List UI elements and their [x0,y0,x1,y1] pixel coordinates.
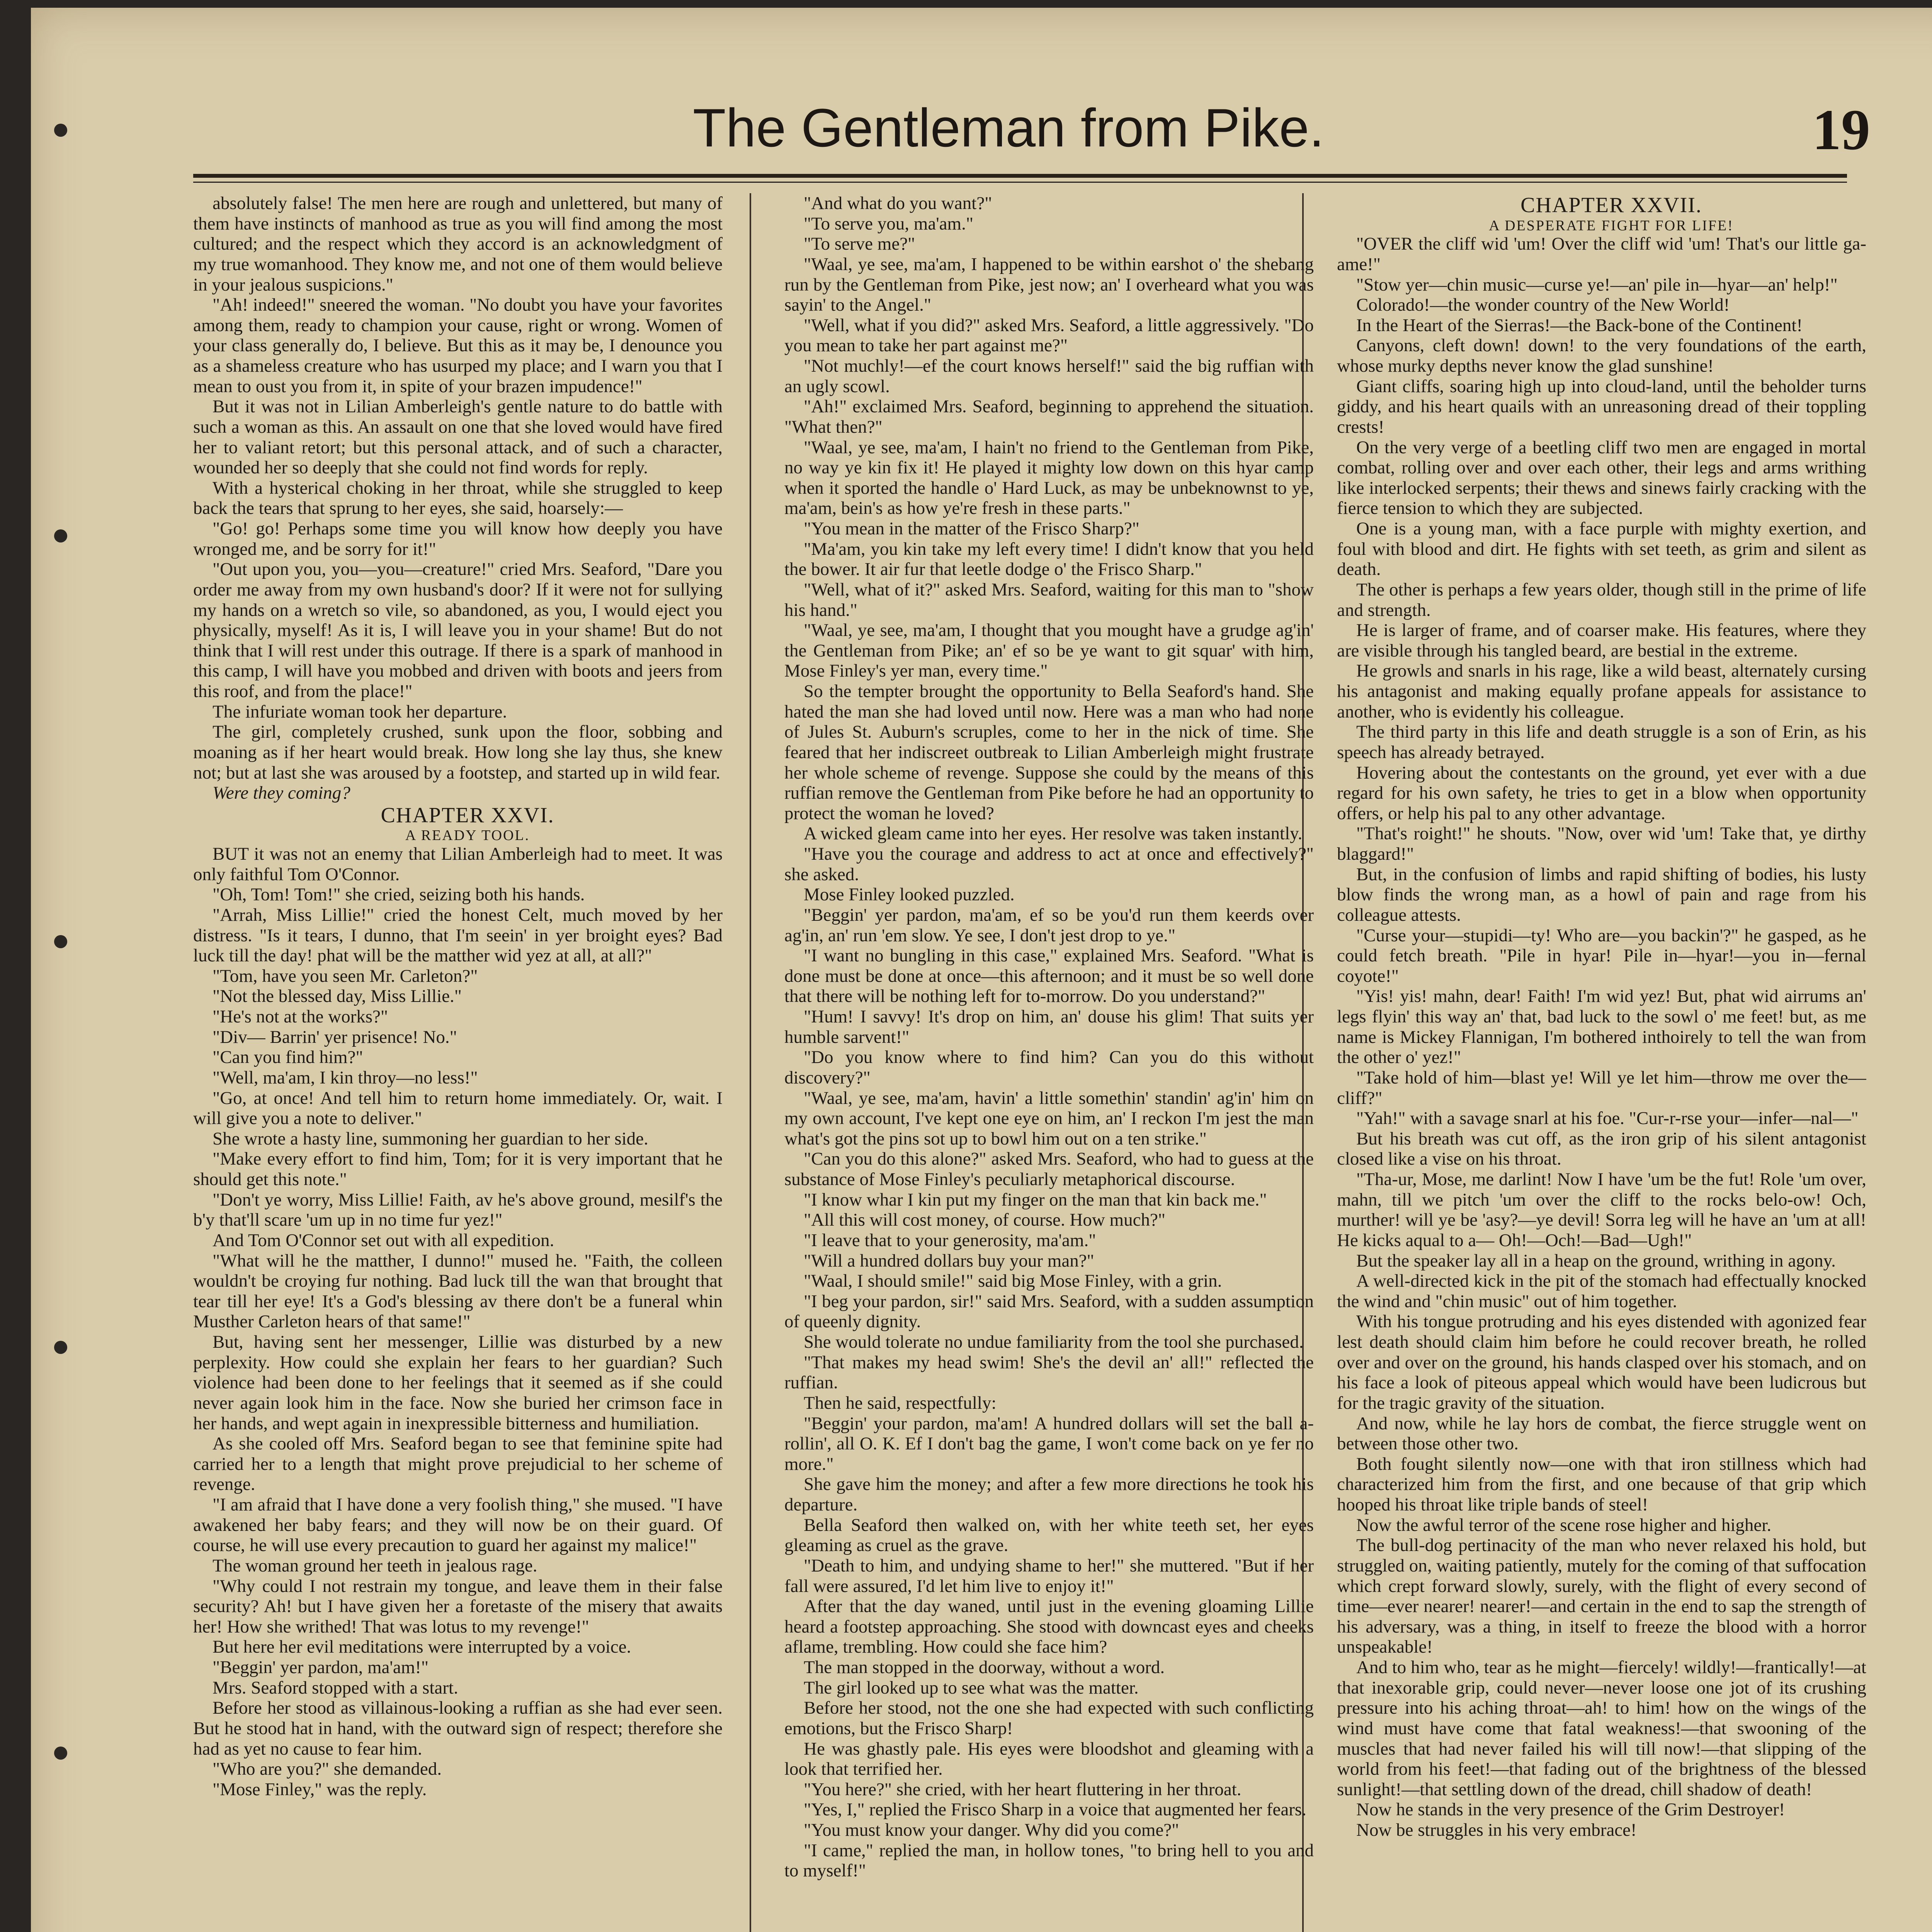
paragraph: He was ghastly pale. His eyes were bloodshot and gleaming with a look that terrified her. [784,1738,1314,1779]
paragraph: The third party in this life and death struggle is a son of Erin, as his speech has already betrayed. [1337,722,1866,762]
paragraph: Both fought silently now—one with that iron stillness which had characterized him from the first, and one because of that grip which hooped his throat like triple bands of steel! [1337,1454,1866,1515]
paragraph: And Tom O'Connor set out with all expedition. [213,1230,554,1250]
paragraph: "Beggin' yer pardon, ma'am!" [213,1657,429,1678]
chapter-subtitle: A READY TOOL. [405,827,530,844]
paragraph: "I leave that to your generosity, ma'am." [804,1230,1096,1250]
paragraph: Canyons, cleft down! down! to the very foundations of the earth, whose murky depths never know the glad sunshine! [1337,335,1866,376]
paragraph: With his tongue protruding and his eyes distended with agonized fear lest death should claim him before he could recover breath, he rolled over and over on the ground, his hands clasped over his stomach, and on his face a look of piteous appeal which would have been ludicrous but for the tragic gravity of the situation. [1337,1311,1866,1413]
paragraph: So the tempter brought the opportunity to Bella Seaford's hand. She hated the man she had loved until now. Here was a man who had none of Jules St. Auburn's scruples, come to her in the nick of time. She feared that her indiscreet outbreak to Lilian Amberleigh might frustrate her whole scheme of revenge. Suppose she could by the means of this ruffian remove the Gentleman from Pike before he had an opportunity to protect the woman he loved? [784,681,1314,823]
paragraph: "Can you find him?" [213,1047,363,1068]
paragraph: Then he said, respectfully: [804,1393,997,1413]
paragraph: "Go! go! Perhaps some time you will know how deeply you have wronged me, and be sorry for it!" [193,519,723,559]
paragraph: With a hysterical choking in her throat, while she struggled to keep back the tears that sprung to her eyes, she said, hoarsely:— [193,478,723,519]
text-column-1 [193,193,723,1932]
paragraph: Hovering about the contestants on the ground, yet ever with a due regard for his own safety, he tries to get in a blow when opportunity offers, or help his pal to any other advantage. [1337,762,1866,823]
paragraph: A wicked gleam came into her eyes. Her resolve was taken instantly. [804,823,1303,844]
paragraph: "OVER the cliff wid 'um! Over the cliff wid 'um! That's our little ga-ame!" [1337,234,1866,274]
paragraph: The woman ground her teeth in jealous rage. [213,1555,537,1576]
binding-hole [54,1341,67,1354]
paragraph: "I am afraid that I have done a very foolish thing," she mused. "I have awakened her baby fears; and they will now be on their guard. Of course, he will use every precaution to guard her against my malice!" [193,1495,723,1556]
paragraph: "Waal, I should smile!" said big Mose Finley, with a grin. [804,1271,1222,1291]
paragraph: She wrote a hasty line, summoning her guardian to her side. [213,1128,648,1149]
paragraph: But, in the confusion of limbs and rapid shifting of bodies, his lusty blow finds the wrong man, as a howl of pain and rage from his colleague attests. [1337,864,1866,925]
paragraph: "All this will cost money, of course. How much?" [804,1210,1166,1230]
paragraph: "You here?" she cried, with her heart fluttering in her throat. [804,1779,1242,1799]
paragraph: "Go, at once! And tell him to return home immediately. Or, wait. I will give you a note to deliver." [193,1088,723,1129]
paragraph: In the Heart of the Sierras!—the Back-bone of the Continent! [1356,315,1803,335]
paragraph: As she cooled off Mrs. Seaford began to see that feminine spite had carried her to a length that might prove prejudicial to her scheme of revenge. [193,1434,723,1495]
paragraph: "Oh, Tom! Tom!" she cried, seizing both his hands. [213,884,585,905]
paragraph: Were they coming? [213,783,350,803]
paragraph: Before her stood, not the one she had expected with such conflicting emotions, but the Frisco Sharp! [784,1698,1314,1738]
paragraph: "Ah!" exclaimed Mrs. Seaford, beginning to apprehend the situation. "What then?" [784,396,1314,437]
chapter-subtitle: A DESPERATE FIGHT FOR LIFE! [1489,217,1734,234]
paragraph: "Beggin' yer pardon, ma'am, ef so be you'd run them keerds over ag'in, an' run 'em slow. Ye see, I don't jest drop to ye." [784,905,1314,946]
paragraph: He is larger of frame, and of coarser make. His features, where they are visible through his tangled beard, are bestial in the extreme. [1337,620,1866,661]
paragraph: "Mose Finley," was the reply. [213,1779,427,1799]
paragraph: "Death to him, and undying shame to her!" she muttered. "But if her fall were assured, I'd let him live to enjoy it!" [784,1555,1314,1596]
paragraph: She gave him the money; and after a few more directions he took his departure. [784,1474,1314,1515]
paragraph: Now be struggles in his very embrace! [1356,1820,1637,1840]
paragraph: "Ah! indeed!" sneered the woman. "No doubt you have your favorites among them, ready to champion your cause, right or wrong. Women of your class generally do, I believe. But this as it may be, I denounce you as a shameless creature who has usurped my place; and I warn you that I mean to oust you from it, in spite of your brazen impudence!" [193,295,723,396]
binding-hole [54,935,67,948]
paragraph: On the very verge of a beetling cliff two men are engaged in mortal combat, rolling over and over each other, their legs and arms writhing like interlocked serpents; their thews and sinews fairly cracking with the fierce tension to which they are subjected. [1337,437,1866,519]
paragraph: "Stow yer—chin music—curse ye!—an' pile in—hyar—an' help!" [1356,274,1838,295]
paragraph: "Div— Barrin' yer prisence! No." [213,1027,457,1047]
paragraph: "To serve me?" [804,234,915,254]
paragraph: "Beggin' your pardon, ma'am! A hundred dollars will set the ball a-rollin', all O. K. Ef I don't bag the game, I won't come back on ye fer no more." [784,1413,1314,1474]
binding-hole [54,1747,67,1760]
paragraph: The girl, completely crushed, sunk upon the floor, sobbing and moaning as if her heart would break. How long she lay thus, she knew not; but at last she was aroused by a footstep, and started up in wild fear. [193,722,723,783]
paragraph: Mose Finley looked puzzled. [804,884,1015,905]
paragraph: The infuriate woman took her departure. [213,701,507,722]
paragraph: "Arrah, Miss Lillie!" cried the honest Celt, much moved by her distress. "Is it tears, I dunno, that I'm seein' in yer broight eyes? Bad luck till the day! phat will be the matther wid yez at all, at all?" [193,905,723,966]
paragraph: "I came," replied the man, in hollow tones, "to bring hell to you and to myself!" [784,1840,1314,1881]
paragraph: Mrs. Seaford stopped with a start. [213,1677,458,1698]
paragraph: One is a young man, with a face purple with mighty exertion, and foul with blood and dirt. He fights with set teeth, as grim and silent as death. [1337,519,1866,580]
chapter-heading: CHAPTER XXVI. [381,803,554,827]
page-title: The Gentleman from Pike. [693,97,1324,158]
paragraph: BUT it was not an enemy that Lilian Amberleigh had to meet. It was only faithful Tom O'Connor. [193,844,723,884]
paragraph: The girl looked up to see what was the matter. [804,1677,1139,1698]
paragraph: "Who are you?" she demanded. [213,1759,442,1779]
paragraph: "Ma'am, you kin take my left every time! I didn't know that you held the bower. It air fur that leetle dodge o' the Frisco Sharp." [784,539,1314,580]
paragraph: And now, while he lay hors de combat, the fierce struggle went on between those other two. [1337,1413,1866,1454]
paragraph: A well-directed kick in the pit of the stomach had effectually knocked the wind and "chin music" out of him together. [1337,1271,1866,1311]
text-column-3 [1337,193,1866,1932]
binding-holes [54,124,77,1932]
paragraph: "Out upon you, you—you—creature!" cried Mrs. Seaford, "Dare you order me away from my own husband's door? If it were not for sullying my hands on a wretch so vile, so abandoned, as you, I would eject you physically, myself! As it is, I will leave you in your shame! But do not think that I will rest under this outrage. If there is a spark of manhood in this camp, I will have you mobbed and driven with boots and jeers from this roof, and from the place!" [193,559,723,701]
paragraph: "He's not at the works?" [213,1007,388,1027]
paragraph: "Waal, ye see, ma'am, I hain't no friend to the Gentleman from Pike, no way ye kin fix it! He played it mighty low down on this hyar camp when it sported the handle o' Hard Luck, as may be unbeknownst to ye, ma'am, bein's as how ye're fresh in these parts." [784,437,1314,519]
page-number: 19 [1812,98,1870,162]
paragraph: She would tolerate no undue familiarity from the tool she purchased. [804,1332,1304,1352]
paragraph: "Can you do this alone?" asked Mrs. Seaford, who had to guess at the substance of Mose Finley's peculiarly metaphorical discourse. [784,1149,1314,1189]
paragraph: Now the awful terror of the scene rose higher and higher. [1356,1515,1772,1535]
paragraph: But it was not in Lilian Amberleigh's gentle nature to do battle with such a woman as this. An assault on one that she loved would have fired her to valiant retort; but this personal attack, and of such a character, wounded her so deeply that she could not find words for reply. [193,396,723,478]
page-header [31,85,1932,182]
paragraph: "Yah!" with a savage snarl at his foe. "Cur-r-rse your—infer—nal—" [1356,1108,1859,1129]
paragraph: "Don't ye worry, Miss Lillie! Faith, av he's above ground, mesilf's the b'y that'll scare 'um up in no time fur yez!" [193,1189,723,1230]
header-rule [193,174,1847,178]
paragraph: "Waal, ye see, ma'am, havin' a little somethin' standin' ag'in' him on my own account, I've kept one eye on him, an' I reckon I'm jest the man what's got the pins sot up to bowl him out on a ten strike." [784,1088,1314,1149]
paragraph: "Yes, I," replied the Frisco Sharp in a voice that augmented her fears. [804,1799,1306,1820]
paragraph: After that the day waned, until just in the evening gloaming Lillie heard a footstep approaching. She stood with downcast eyes and cheeks aflame, trembling. How could she face him? [784,1596,1314,1657]
text-column-2 [784,193,1314,1932]
paragraph: "Waal, ye see, ma'am, I happened to be within earshot o' the shebang run by the Gentleman from Pike, jest now; an' I overheard what you was sayin' to the Angel." [784,254,1314,315]
paragraph: "You mean in the matter of the Frisco Sharp?" [804,519,1139,539]
paragraph: "Do you know where to find him? Can you do this without discovery?" [784,1047,1314,1088]
paragraph: "Yis! yis! mahn, dear! Faith! I'm wid yez! But, phat wid airrums an' legs flyin' this way an' that, bad luck to the sowl o' me feet! but, as me name is Mickey Flannigan, I'm bothered inthoirely to tell the wan from the other o' yez!" [1337,986,1866,1068]
column-divider [750,193,751,1932]
paragraph: "Not muchly!—ef the court knows herself!" said the big ruffian with an ugly scowl. [784,356,1314,396]
paragraph: He growls and snarls in his rage, like a wild beast, alternately cursing his antagonist and making equally profane appeals for assistance to another, who is evidently his colleague. [1337,661,1866,722]
paragraph: "Curse your—stupidi—ty! Who are—you backin'?" he gasped, as he could fetch breath. "Pile in hyar! Pile in—hyar!—you in—fernal coyote!" [1337,925,1866,986]
paragraph: "Why could I not restrain my tongue, and leave them in their false security? Ah! but I have given her a foretaste of the misery that awaits her! How she writhed! That was lotus to my revenge!" [193,1576,723,1637]
paragraph: And to him who, tear as he might—fiercely! wildly!—frantically!—at that inexorable grip, could never—never loose one jot of its crushing pressure into his aching throat—ah! to him! how on the wings of the wind must have come that fatal weakness!—that swooning of the muscles that had never failed his will till now!—that slipping of the world from his feet!—that fading out of the brightness of the blessed sunlight!—that settling down of the dread, chill shadow of death! [1337,1657,1866,1799]
paragraph: "And what do you want?" [804,193,992,213]
paragraph: "Make every effort to find him, Tom; for it is very important that he should get this note." [193,1149,723,1190]
paragraph: But here her evil meditations were interrupted by a voice. [213,1637,631,1657]
paragraph: "Waal, ye see, ma'am, I thought that you mought have a grudge ag'in' the Gentleman from Pike; an' ef so be ye want to git squar' with him, Mose Finley's yer man, every time." [784,620,1314,681]
paragraph: "You must know your danger. Why did you come?" [804,1820,1179,1840]
paragraph: Giant cliffs, soaring high up into cloud-land, until the beholder turns giddy, and his heart quails with an unreasoning dread of their toppling crests! [1337,376,1866,437]
paragraph: "Hum! I savvy! It's drop on him, an' douse his glim! That suits yer humble sarvent!" [784,1007,1314,1047]
paragraph: "Well, what of it?" asked Mrs. Seaford, waiting for this man to "show his hand." [784,579,1314,620]
paragraph: "Have you the courage and address to act at once and effectively?" she asked. [784,844,1314,884]
paragraph: "Well, ma'am, I kin throy—no less!" [213,1067,478,1088]
paragraph: "Not the blessed day, Miss Lillie." [213,986,462,1007]
header-rule-thin [193,182,1847,183]
paragraph: Colorado!—the wonder country of the New World! [1356,295,1730,315]
paragraph: "What will he the matther, I dunno!" mused he. "Faith, the colleen wouldn't be croying fur nothing. Bad luck till the wan that brought that tear till her eye! It's a God's blessing av there don't be a funeral whin Musther Carleton hears of that same!" [193,1250,723,1332]
paragraph: "Will a hundred dollars buy your man?" [804,1250,1094,1271]
paragraph: absolutely false! The men here are rough and unlettered, but many of them have instincts of manhood as true as you will find among the most cultured; and the respect which they accord is an acknowledgment of my true womanhood. They know me, and not one of them would believe in your jealous suspicions." [193,193,723,295]
paragraph: The man stopped in the doorway, without a word. [804,1657,1165,1677]
paragraph: "Take hold of him—blast ye! Will ye let him—throw me over the—cliff?" [1337,1067,1866,1108]
paragraph: "Tha-ur, Mose, me darlint! Now I have 'um be the fut! Role 'um over, mahn, till we pitch 'um over the cliff to the rocks belo-ow! Och, murther! will ye be 'asy?—ye devil! Sorra leg will he have an 'um at all! He kicks aqual to a— Oh!—Och!—Bad—Ugh!" [1337,1169,1866,1250]
paragraph: But, having sent her messenger, Lillie was disturbed by a new perplexity. How could she explain her fears to her guardian? Such violence had been done to her feelings that it seemed as if she could never again look him in the face. Now she buried her crimson face in her hands, and wept again in inexpressible bitterness and humiliation. [193,1332,723,1434]
paragraph: But his breath was cut off, as the iron grip of his silent antagonist closed like a vise on his throat. [1337,1128,1866,1169]
paragraph: "I beg your pardon, sir!" said Mrs. Seaford, with a sudden assumption of queenly dignity. [784,1291,1314,1332]
paragraph: But the speaker lay all in a heap on the ground, writhing in agony. [1356,1250,1836,1271]
paragraph: "To serve you, ma'am." [804,213,974,234]
paragraph: Bella Seaford then walked on, with her white teeth set, her eyes gleaming as cruel as the grave. [784,1515,1314,1556]
binding-hole [54,529,67,543]
paragraph: "Well, what if you did?" asked Mrs. Seaford, a little aggressively. "Do you mean to take her part against me?" [784,315,1314,356]
newspaper-page [31,8,1932,1932]
paragraph: "That makes my head swim! She's the devil an' all!" reflected the ruffian. [784,1352,1314,1393]
paragraph: "Tom, have you seen Mr. Carleton?" [213,966,478,986]
paragraph: "I know whar I kin put my finger on the man that kin back me." [804,1189,1267,1210]
chapter-heading: CHAPTER XXVII. [1520,193,1702,217]
paragraph: "I want no bungling in this case," explained Mrs. Seaford. "What is done must be done at once—this afternoon; and it must be so well done that there will be nothing left for to-morrow. Do you understand?" [784,946,1314,1007]
paragraph: Now he stands in the very presence of the Grim Destroyer! [1356,1799,1785,1820]
paragraph: The bull-dog pertinacity of the man who never relaxed his hold, but struggled on, waiting patiently, mutely for the coming of that suffocation which crept forward slowly, surely, with the flight of every second of time—ever nearer! nearer!—and certain in the end to sap the strength of his adversary, was a thing, in itself to freeze the blood with a horror unspeakable! [1337,1535,1866,1657]
paragraph: Before her stood as villainous-looking a ruffian as she had ever seen. But he stood hat in hand, with the outward sign of respect; therefore she had as yet no cause to fear him. [193,1698,723,1759]
paragraph: "That's roight!" he shouts. "Now, over wid 'um! Take that, ye dirthy blaggard!" [1337,823,1866,864]
paragraph: The other is perhaps a few years older, though still in the prime of life and strength. [1337,579,1866,620]
